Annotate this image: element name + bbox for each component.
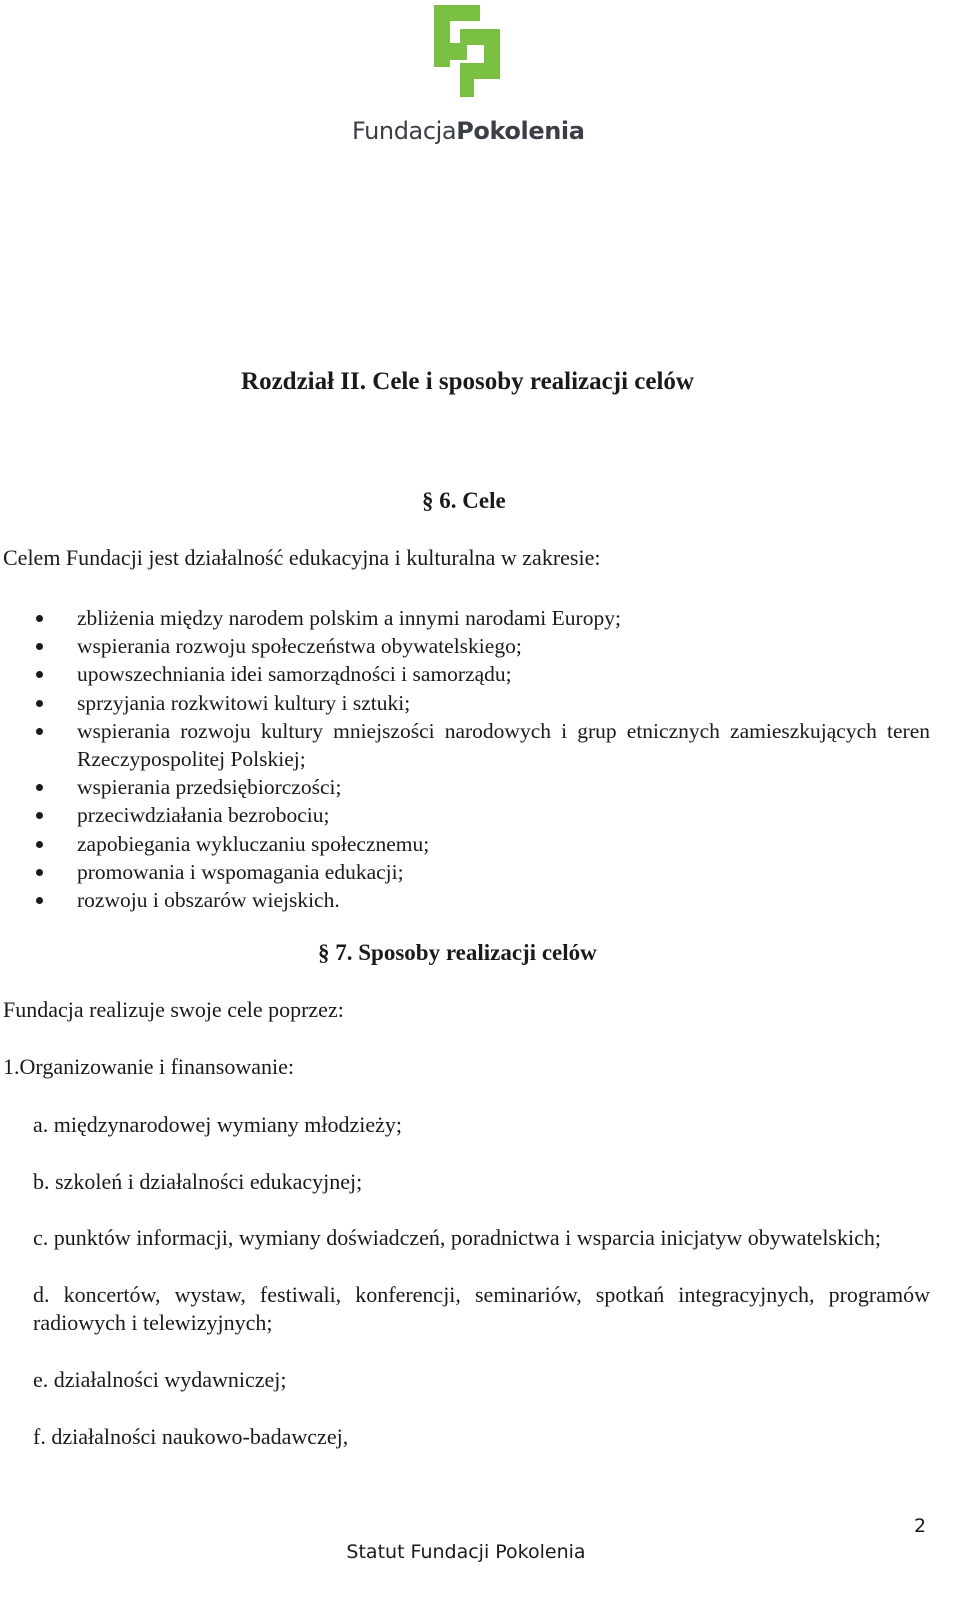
list-item-text: sprzyjania rozkwitowi kultury i sztuki; <box>77 690 411 715</box>
bullet-icon <box>36 643 43 650</box>
list-item: b. szkoleń i działalności edukacyjnej; <box>33 1168 363 1194</box>
fp-logo-mark-icon <box>434 5 500 97</box>
logo-wordmark <box>352 117 584 145</box>
section-6-title: § 6. Cele <box>422 488 506 513</box>
bullet-icon <box>36 784 43 791</box>
bullet-icon <box>36 615 43 622</box>
list-item <box>0 773 930 801</box>
list-item <box>0 689 930 717</box>
bullet-icon <box>36 700 43 707</box>
list-item <box>0 604 930 632</box>
page-number: 2 <box>914 1515 927 1537</box>
goals-list <box>0 604 930 914</box>
logo-text-pokolenia: Pokolenia <box>456 117 585 145</box>
list-item <box>0 717 930 773</box>
list-item-text: zbliżenia między narodem polskim a innymi narodami Europy; <box>77 606 621 630</box>
list-item: d. koncertów, wystaw, festiwali, konferencji, seminariów, spotkań integracyjnych, programów radiowych i telewizyjnych; <box>33 1282 930 1336</box>
list-item <box>0 632 930 660</box>
list-item: a. międzynarodowej wymiany młodzieży; <box>33 1112 402 1137</box>
list-item-text: wspierania rozwoju społeczeństwa obywatelskiego; <box>77 634 522 659</box>
fundacja-pokolenia-logo <box>352 5 584 155</box>
list-item <box>0 660 930 688</box>
list-item-text: przeciwdziałania bezrobociu; <box>77 803 330 828</box>
list-item: f. działalności naukowo-badawczej, <box>33 1423 349 1449</box>
bullet-icon <box>36 897 43 904</box>
list-item-text: wspierania rozwoju kultury mniejszości narodowych i grup etnicznych zamieszkujących teren Rzeczypospolitej Polskiej; <box>77 718 930 772</box>
list-item-text: upowszechniania idei samorządności i samorządu; <box>77 662 512 687</box>
list-item: e. działalności wydawniczej; <box>33 1367 287 1393</box>
list-item-text: rozwoju i obszarów wiejskich. <box>77 888 340 913</box>
list-item: c. punktów informacji, wymiany doświadczeń, poradnictwa i wsparcia inicjatyw obywatelskich; <box>33 1225 881 1251</box>
bullet-icon <box>36 671 43 678</box>
list-item-text: promowania i wspomagania edukacji; <box>77 859 404 884</box>
bullet-icon <box>36 728 43 735</box>
bullet-icon <box>36 812 43 819</box>
list-item-text: wspierania przedsiębiorczości; <box>77 775 342 800</box>
list-item <box>0 886 930 914</box>
list-item-text: zapobiegania wykluczaniu społecznemu; <box>77 831 430 856</box>
bullet-icon <box>36 869 43 876</box>
section-7-intro: Fundacja realizuje swoje cele poprzez: <box>3 997 344 1022</box>
list-item <box>0 858 930 886</box>
bullet-icon <box>36 841 43 848</box>
point-1-heading: 1.Organizowanie i finansowanie: <box>3 1054 295 1079</box>
section-7-title: § 7. Sposoby realizacji celów <box>318 940 597 965</box>
list-item <box>0 830 930 858</box>
list-item <box>0 801 930 829</box>
logo-text-fundacja: Fundacja <box>352 117 457 145</box>
methods-list <box>33 1111 930 1451</box>
chapter-title: Rozdział II. Cele i sposoby realizacji celów <box>241 368 694 395</box>
section-6-intro: Celem Fundacji jest działalność edukacyjna i kulturalna w zakresie: <box>3 545 601 570</box>
page-footer: Statut Fundacji Pokolenia <box>346 1541 586 1563</box>
